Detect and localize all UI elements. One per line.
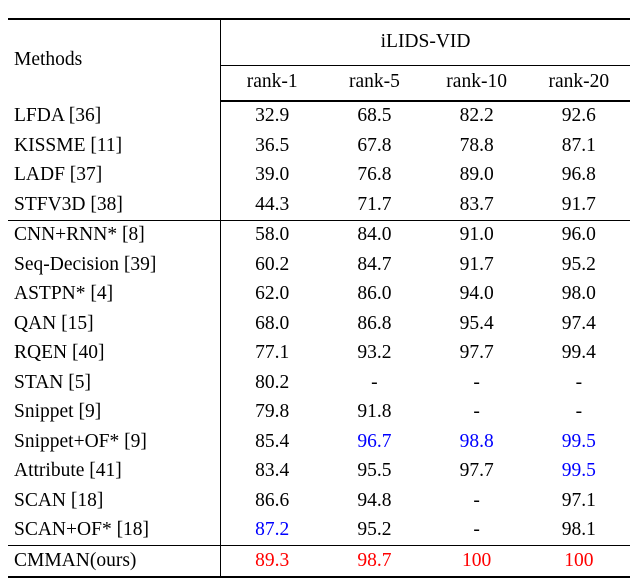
row-value-rank-1: 58.0	[221, 220, 324, 250]
row-value-rank-20: 95.2	[561, 253, 596, 275]
row-value-rank-1: 62.0	[221, 280, 324, 310]
row-method-name: STAN [5]	[14, 371, 91, 393]
table-row	[8, 427, 630, 457]
column-header-rank-10: rank-10	[426, 65, 528, 101]
row-value-rank-5: 93.2	[357, 342, 392, 364]
row-value-rank-10: -	[426, 516, 528, 546]
row-value-rank-10: 97.7	[459, 460, 494, 482]
row-value-rank-20: 92.6	[561, 105, 596, 127]
row-value-rank-20: 97.4	[561, 312, 596, 334]
row-value-rank-5: 91.8	[357, 401, 392, 423]
table-row	[8, 516, 630, 546]
row-method-name: QAN [15]	[14, 312, 94, 334]
row-value-rank-20: 98.1	[528, 516, 630, 546]
row-value-rank-1: 80.2	[221, 368, 324, 398]
row-value-rank-20: 91.7	[528, 190, 630, 220]
row-method-name: LADF [37]	[14, 164, 103, 186]
table-row	[8, 101, 630, 132]
row-value-rank-20: -	[575, 401, 583, 423]
table-header-row-dataset	[8, 19, 630, 65]
row-method-name: Seq-Decision [39]	[14, 253, 157, 275]
table-row	[8, 220, 630, 250]
row-value-rank-1: 85.4	[221, 427, 324, 457]
row-value-rank-1: 86.6	[221, 486, 324, 516]
table-row	[8, 309, 630, 339]
row-value-rank-10: 82.2	[459, 105, 494, 127]
row-value-rank-10: 100	[426, 546, 528, 577]
row-value-rank-10: 83.7	[426, 190, 528, 220]
row-value-rank-5: 84.7	[357, 253, 392, 275]
table-row	[8, 280, 630, 310]
row-value-rank-10: 89.0	[459, 164, 494, 186]
row-value-rank-1: 77.1	[221, 339, 324, 369]
row-method-name: CNN+RNN* [8]	[14, 224, 145, 246]
row-method-name: ASTPN* [4]	[14, 283, 114, 305]
results-table-container	[8, 18, 630, 578]
row-value-rank-1: 60.2	[221, 250, 324, 280]
row-value-rank-1: 87.2	[221, 516, 324, 546]
row-value-rank-5: 94.8	[357, 489, 392, 511]
row-value-rank-20: 99.5	[561, 460, 596, 482]
row-value-rank-5: -	[371, 371, 378, 393]
row-value-rank-1: 44.3	[221, 190, 324, 220]
row-value-rank-20: 87.1	[561, 134, 596, 156]
row-value-rank-10: -	[473, 371, 480, 393]
row-method-name: CMMAN(ours)	[8, 546, 221, 577]
table-row-highlight	[8, 546, 630, 577]
column-header-methods: Methods	[8, 19, 221, 101]
row-method-name: STFV3D [38]	[8, 190, 221, 220]
row-value-rank-1: 39.0	[221, 161, 324, 191]
column-header-dataset: iLIDS-VID	[221, 19, 630, 65]
row-value-rank-20: 97.1	[561, 489, 596, 511]
row-value-rank-20: 96.0	[561, 224, 596, 246]
row-method-name: Attribute [41]	[14, 460, 122, 482]
row-method-name: RQEN [40]	[14, 342, 105, 364]
row-value-rank-10: 91.7	[459, 253, 494, 275]
row-value-rank-10: 91.0	[459, 224, 494, 246]
row-value-rank-5: 86.0	[357, 283, 392, 305]
row-value-rank-20: 99.4	[561, 342, 596, 364]
results-table	[8, 18, 630, 578]
row-value-rank-10: 97.7	[459, 342, 494, 364]
row-value-rank-10: 78.8	[459, 134, 494, 156]
table-body	[8, 19, 630, 577]
row-value-rank-5: 95.2	[323, 516, 425, 546]
row-value-rank-10: 98.8	[459, 430, 494, 452]
row-value-rank-1: 89.3	[221, 546, 324, 577]
row-value-rank-5: 84.0	[357, 224, 392, 246]
row-method-name: KISSME [11]	[14, 134, 123, 156]
row-value-rank-5: 98.7	[323, 546, 425, 577]
row-value-rank-5: 76.8	[357, 164, 392, 186]
row-method-name: SCAN [18]	[14, 489, 104, 511]
row-value-rank-20: 96.8	[561, 164, 596, 186]
table-row	[8, 486, 630, 516]
table-row	[8, 190, 630, 220]
row-value-rank-1: 36.5	[221, 131, 324, 161]
row-value-rank-5: 95.5	[357, 460, 392, 482]
column-header-rank-5: rank-5	[323, 65, 425, 101]
row-method-name: Snippet+OF* [9]	[14, 430, 147, 452]
row-value-rank-20: -	[575, 371, 583, 393]
row-value-rank-10: -	[473, 489, 480, 511]
row-value-rank-5: 86.8	[357, 312, 392, 334]
row-value-rank-1: 83.4	[221, 457, 324, 487]
row-value-rank-5: 71.7	[323, 190, 425, 220]
table-row	[8, 457, 630, 487]
row-method-name: Snippet [9]	[14, 401, 102, 423]
row-value-rank-5: 68.5	[357, 105, 392, 127]
row-value-rank-1: 68.0	[221, 309, 324, 339]
row-value-rank-20: 100	[528, 546, 630, 577]
table-row	[8, 368, 630, 398]
table-row	[8, 339, 630, 369]
column-header-rank-20: rank-20	[528, 65, 630, 101]
row-value-rank-1: 32.9	[221, 101, 324, 132]
table-row	[8, 398, 630, 428]
row-method-name: SCAN+OF* [18]	[8, 516, 221, 546]
row-value-rank-10: 95.4	[459, 312, 494, 334]
table-row	[8, 161, 630, 191]
row-value-rank-20: 99.5	[561, 430, 596, 452]
column-header-rank-1: rank-1	[221, 65, 324, 101]
row-value-rank-1: 79.8	[221, 398, 324, 428]
row-value-rank-5: 67.8	[357, 134, 392, 156]
row-value-rank-10: 94.0	[459, 283, 494, 305]
table-row	[8, 131, 630, 161]
table-row	[8, 250, 630, 280]
row-method-name: LFDA [36]	[14, 104, 102, 126]
row-value-rank-5: 96.7	[357, 430, 392, 452]
row-value-rank-10: -	[473, 401, 480, 423]
row-value-rank-20: 98.0	[561, 283, 596, 305]
